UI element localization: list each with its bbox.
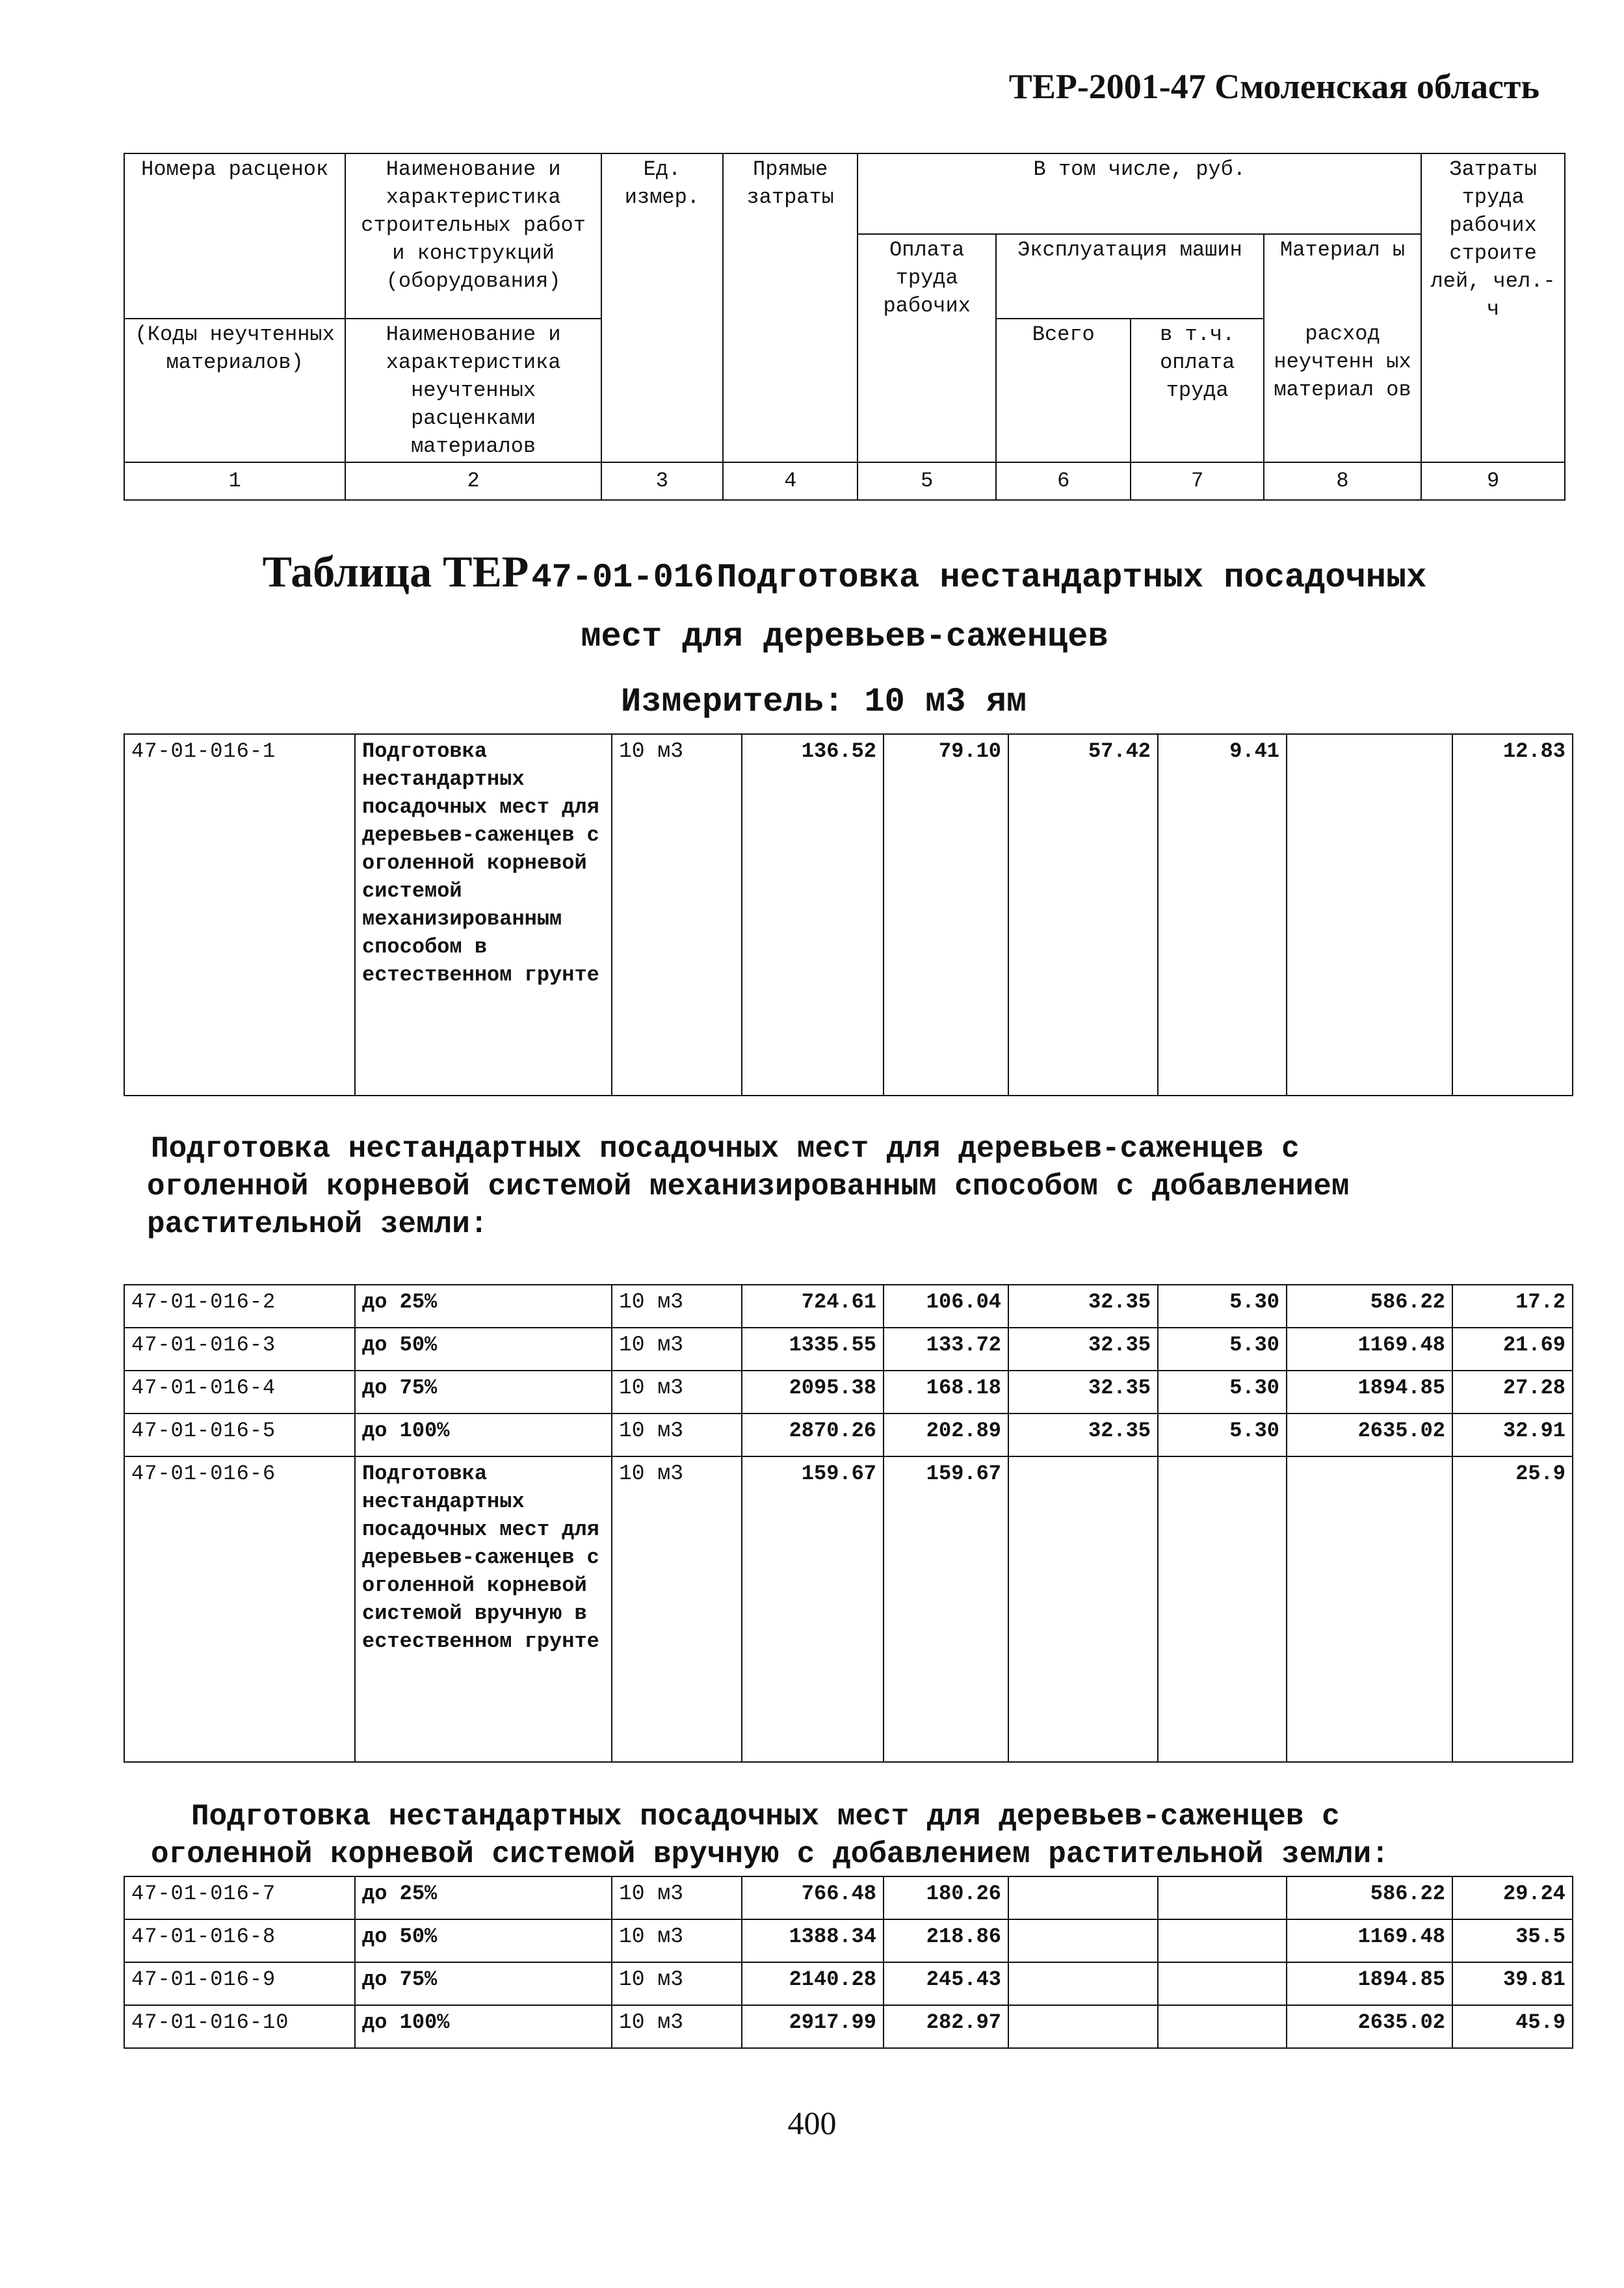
column-number: 6 — [996, 462, 1131, 500]
header-labor-cost: Затраты труда рабочих строите лей, чел.-ч — [1421, 153, 1565, 462]
group-heading-line: растительной земли: — [147, 1207, 488, 1241]
rate-labor-hours: 25.9 — [1452, 1456, 1573, 1762]
header-in-total: В том числе, руб. — [858, 153, 1421, 234]
rate-labor-hours: 39.81 — [1452, 1962, 1573, 2005]
rate-name: до 25% — [355, 1876, 612, 1919]
rate-machine-labor — [1158, 1456, 1287, 1762]
rate-unit: 10 м3 — [612, 1919, 742, 1962]
header-materials-bottom: расход неучтенн ых материал ов — [1264, 319, 1421, 462]
rate-materials — [1287, 1456, 1452, 1762]
rate-labor-pay: 79.10 — [884, 734, 1008, 1096]
rate-name: Подготовка нестандартных посадочных мест для деревьев-саженцев с оголенной корневой системой вручную в естественном грунте — [355, 1456, 612, 1762]
rate-direct-costs: 2870.26 — [742, 1414, 884, 1456]
rate-code: 47-01-016-4 — [124, 1371, 355, 1414]
rate-machines: 32.35 — [1008, 1371, 1158, 1414]
rate-unit: 10 м3 — [612, 1456, 742, 1762]
rate-machines: 32.35 — [1008, 1285, 1158, 1328]
rate-labor-pay: 159.67 — [884, 1456, 1008, 1762]
rate-materials: 1169.48 — [1287, 1919, 1452, 1962]
rate-labor-hours: 32.91 — [1452, 1414, 1573, 1456]
header-labor-pay: Оплата труда рабочих — [858, 234, 996, 462]
rate-machine-labor: 5.30 — [1158, 1371, 1287, 1414]
rate-code: 47-01-016-3 — [124, 1328, 355, 1371]
rate-unit: 10 м3 — [612, 1962, 742, 2005]
rate-table-016-1 — [124, 733, 1573, 1096]
rate-name: до 100% — [355, 2005, 612, 2048]
rate-labor-pay: 202.89 — [884, 1414, 1008, 1456]
table-row — [124, 1285, 1573, 1328]
rate-code: 47-01-016-6 — [124, 1456, 355, 1762]
group-heading-line: оголенной корневой системой механизированным способом с добавлением — [147, 1170, 1350, 1203]
measure-unit: Измеритель: 10 м3 ям — [621, 683, 1027, 721]
rate-machine-labor: 5.30 — [1158, 1285, 1287, 1328]
table-title — [124, 545, 1565, 670]
rate-direct-costs: 724.61 — [742, 1285, 884, 1328]
column-number: 3 — [601, 462, 723, 500]
rate-name: до 100% — [355, 1414, 612, 1456]
rate-name: до 50% — [355, 1328, 612, 1371]
rate-labor-pay: 180.26 — [884, 1876, 1008, 1919]
header-direct-costs: Прямые затраты — [723, 153, 858, 462]
rate-machines — [1008, 2005, 1158, 2048]
rate-code: 47-01-016-2 — [124, 1285, 355, 1328]
rate-unit: 10 м3 — [612, 1876, 742, 1919]
rate-code: 47-01-016-5 — [124, 1414, 355, 1456]
header-machine-total: Всего — [996, 319, 1131, 462]
table-title-code: 47-01-016 — [531, 559, 714, 597]
rate-materials — [1287, 734, 1452, 1096]
rate-labor-hours: 21.69 — [1452, 1328, 1573, 1371]
rate-unit: 10 м3 — [612, 1285, 742, 1328]
rate-materials: 1169.48 — [1287, 1328, 1452, 1371]
rate-labor-hours: 35.5 — [1452, 1919, 1573, 1962]
rate-materials: 586.22 — [1287, 1285, 1452, 1328]
rate-direct-costs: 2140.28 — [742, 1962, 884, 2005]
header-material-names: Наименование и характеристика неучтенных расценками материалов — [345, 319, 601, 462]
rate-materials: 2635.02 — [1287, 1414, 1452, 1456]
rate-name: до 75% — [355, 1371, 612, 1414]
column-header-table — [124, 153, 1565, 501]
rate-machines: 32.35 — [1008, 1414, 1158, 1456]
table-row — [124, 1876, 1573, 1919]
rate-labor-hours: 27.28 — [1452, 1371, 1573, 1414]
rate-labor-pay: 106.04 — [884, 1285, 1008, 1328]
rate-direct-costs: 136.52 — [742, 734, 884, 1096]
rate-machines — [1008, 1962, 1158, 2005]
rate-materials: 1894.85 — [1287, 1371, 1452, 1414]
header-machine-labor: в т.ч. оплата труда — [1131, 319, 1263, 462]
rate-labor-hours: 45.9 — [1452, 2005, 1573, 2048]
table-row — [124, 1456, 1573, 1762]
rate-machines: 32.35 — [1008, 1328, 1158, 1371]
rate-machines — [1008, 1456, 1158, 1762]
group-heading-mechanized — [147, 1130, 1549, 1243]
table-row — [124, 734, 1573, 1096]
rate-labor-hours: 29.24 — [1452, 1876, 1573, 1919]
column-number: 7 — [1131, 462, 1263, 500]
table-row — [124, 1328, 1573, 1371]
header-rate-numbers: Номера расценок — [124, 153, 345, 319]
rate-code: 47-01-016-8 — [124, 1919, 355, 1962]
header-machine-ops: Эксплуатация машин — [996, 234, 1264, 319]
rate-labor-pay: 168.18 — [884, 1371, 1008, 1414]
rate-labor-pay: 133.72 — [884, 1328, 1008, 1371]
column-number: 4 — [723, 462, 858, 500]
group-heading-line: оголенной корневой системой вручную с добавлением растительной земли: — [151, 1837, 1389, 1871]
group-heading-line: Подготовка нестандартных посадочных мест для деревьев-саженцев с — [151, 1132, 1300, 1166]
rate-machine-labor — [1158, 1919, 1287, 1962]
table-row — [124, 2005, 1573, 2048]
rate-name: Подготовка нестандартных посадочных мест для деревьев-саженцев с оголенной корневой системой механизированным способом в естественном грунте — [355, 734, 612, 1096]
table-title-text-line1: Подготовка нестандартных посадочных — [716, 559, 1427, 597]
rate-code: 47-01-016-1 — [124, 734, 355, 1096]
header-work-name: Наименование и характеристика строительных работ и конструкций (оборудования) — [345, 153, 601, 319]
rate-machine-labor: 9.41 — [1158, 734, 1287, 1096]
rate-name: до 25% — [355, 1285, 612, 1328]
header-material-codes: (Коды неучтенных материалов) — [124, 319, 345, 462]
rate-direct-costs: 1335.55 — [742, 1328, 884, 1371]
table-row — [124, 1371, 1573, 1414]
rate-labor-hours: 12.83 — [1452, 734, 1573, 1096]
header-unit: Ед. измер. — [601, 153, 723, 462]
table-row — [124, 1962, 1573, 2005]
rate-unit: 10 м3 — [612, 1414, 742, 1456]
rate-direct-costs: 766.48 — [742, 1876, 884, 1919]
rate-code: 47-01-016-7 — [124, 1876, 355, 1919]
rate-labor-pay: 245.43 — [884, 1962, 1008, 2005]
rate-machine-labor: 5.30 — [1158, 1414, 1287, 1456]
rate-machines — [1008, 1919, 1158, 1962]
table-title-text-line2: мест для деревьев-саженцев — [581, 618, 1108, 656]
header-materials-top: Материал ы — [1264, 234, 1421, 319]
rate-machine-labor — [1158, 1962, 1287, 2005]
column-number: 2 — [345, 462, 601, 500]
column-number: 1 — [124, 462, 345, 500]
rate-materials: 2635.02 — [1287, 2005, 1452, 2048]
rate-labor-hours: 17.2 — [1452, 1285, 1573, 1328]
rate-table-mechanized — [124, 1284, 1573, 1763]
table-row — [124, 1414, 1573, 1456]
rate-materials: 586.22 — [1287, 1876, 1452, 1919]
page-number: 400 — [787, 2105, 837, 2141]
rate-unit: 10 м3 — [612, 1328, 742, 1371]
table-title-prefix: Таблица ТЕР — [262, 547, 529, 596]
rate-materials: 1894.85 — [1287, 1962, 1452, 2005]
rate-labor-pay: 282.97 — [884, 2005, 1008, 2048]
rate-labor-pay: 218.86 — [884, 1919, 1008, 1962]
rate-table-manual — [124, 1876, 1573, 2049]
rate-unit: 10 м3 — [612, 734, 742, 1096]
table-row — [124, 1919, 1573, 1962]
rate-unit: 10 м3 — [612, 1371, 742, 1414]
rate-name: до 50% — [355, 1919, 612, 1962]
rate-code: 47-01-016-9 — [124, 1962, 355, 2005]
rate-machine-labor: 5.30 — [1158, 1328, 1287, 1371]
rate-code: 47-01-016-10 — [124, 2005, 355, 2048]
rate-machines: 57.42 — [1008, 734, 1158, 1096]
rate-machines — [1008, 1876, 1158, 1919]
running-header: ТЕР-2001-47 Смоленская область — [1008, 67, 1539, 106]
group-heading-line: Подготовка нестандартных посадочных мест для деревьев-саженцев с — [191, 1800, 1340, 1834]
column-number: 5 — [858, 462, 996, 500]
column-number: 8 — [1264, 462, 1421, 500]
rate-direct-costs: 2095.38 — [742, 1371, 884, 1414]
rate-name: до 75% — [355, 1962, 612, 2005]
rate-direct-costs: 1388.34 — [742, 1919, 884, 1962]
rate-direct-costs: 2917.99 — [742, 2005, 884, 2048]
rate-unit: 10 м3 — [612, 2005, 742, 2048]
column-number: 9 — [1421, 462, 1565, 500]
rate-machine-labor — [1158, 1876, 1287, 1919]
rate-machine-labor — [1158, 2005, 1287, 2048]
group-heading-manual — [151, 1798, 1549, 1873]
rate-direct-costs: 159.67 — [742, 1456, 884, 1762]
